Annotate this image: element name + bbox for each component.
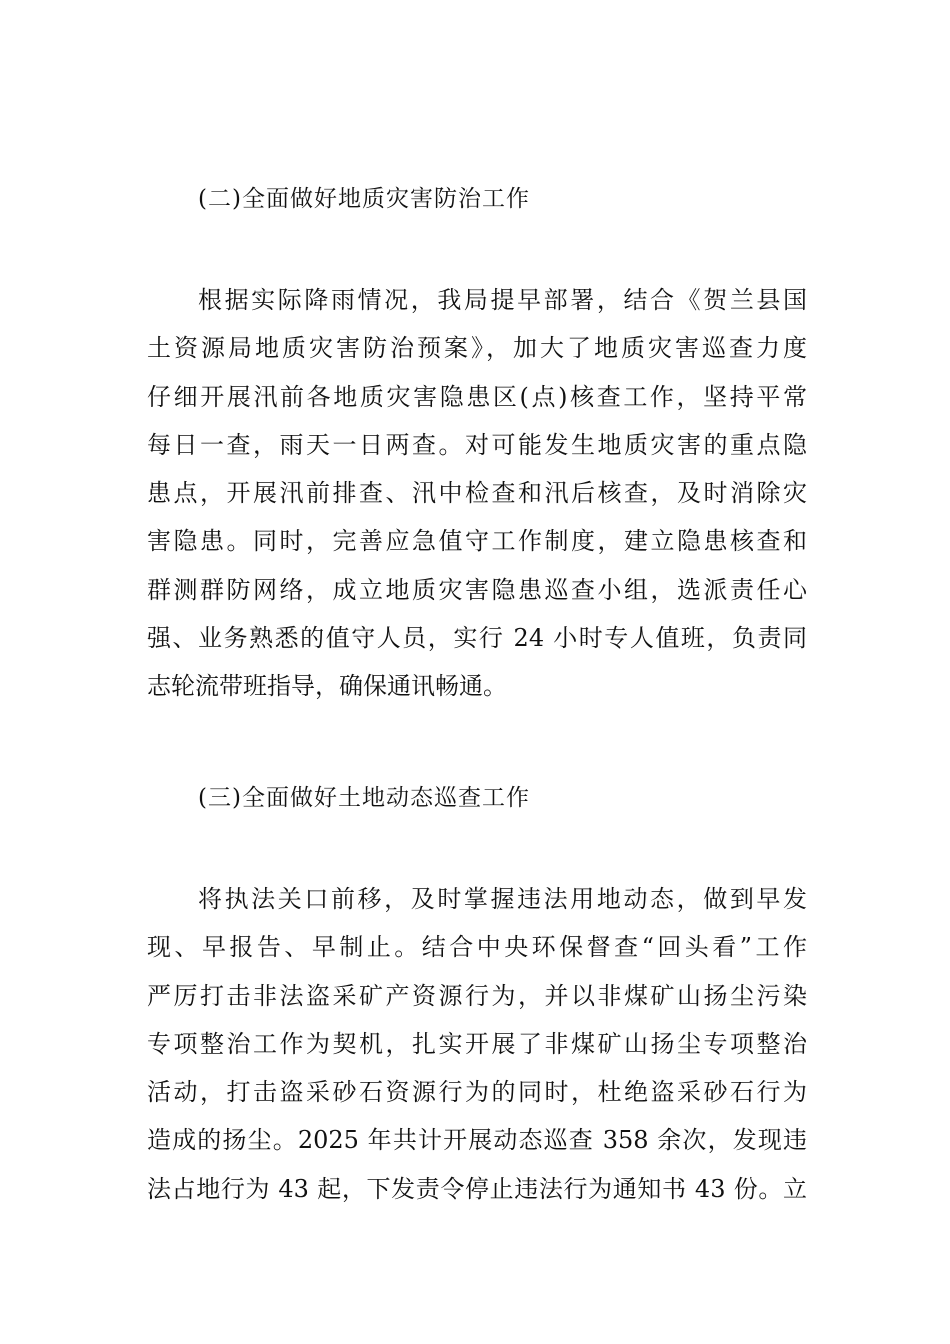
paragraph-line: 造成的扬尘。2025 年共计开展动态巡查 358 余次，发现违 [147,1126,807,1155]
paragraph-line: 法占地行为 43 起，下发责令停止违法行为通知书 43 份。立 [147,1174,807,1203]
paragraph-line: 根据实际降雨情况，我局提早部署，结合《贺兰县国 [198,286,807,314]
paragraph-line: 土资源局地质灾害防治预案》，加大了地质灾害巡查力度 [147,334,807,363]
paragraph-line: 活动，打击盗采砂石资源行为的同时，杜绝盗采砂石行为 [147,1078,807,1107]
paragraph-line: 害隐患。同时，完善应急值守工作制度，建立隐患核查和 [147,527,807,556]
paragraph-line: 患点，开展汛前排查、汛中检查和汛后核查，及时消除灾 [147,479,807,508]
paragraph-line: 群测群防网络，成立地质灾害隐患巡查小组，选派责任心 [147,575,807,604]
section-heading-3: (三)全面做好土地动态巡查工作 [198,785,530,811]
paragraph-line: 专项整治工作为契机，扎实开展了非煤矿山扬尘专项整治 [147,1029,807,1058]
paragraph-line: 现、早报告、早制止。结合中央环保督查“回头看”工作 [147,933,807,962]
paragraph-line: 志轮流带班指导，确保通讯畅通。 [147,672,507,701]
section-2-paragraph [147,276,807,711]
section-3-paragraph [147,875,807,1213]
paragraph-line: 强、业务熟悉的值守人员，实行 24 小时专人值班，负责同 [147,624,807,653]
paragraph-line: 仔细开展汛前各地质灾害隐患区(点)核查工作，坚持平常 [147,382,807,411]
section-heading-2: (二)全面做好地质灾害防治工作 [198,186,530,212]
paragraph-line: 严厉打击非法盗采矿产资源行为，并以非煤矿山扬尘污染 [147,981,807,1010]
paragraph-line: 每日一查，雨天一日两查。对可能发生地质灾害的重点隐 [147,430,807,459]
paragraph-line: 将执法关口前移，及时掌握违法用地动态，做到早发 [198,885,807,913]
